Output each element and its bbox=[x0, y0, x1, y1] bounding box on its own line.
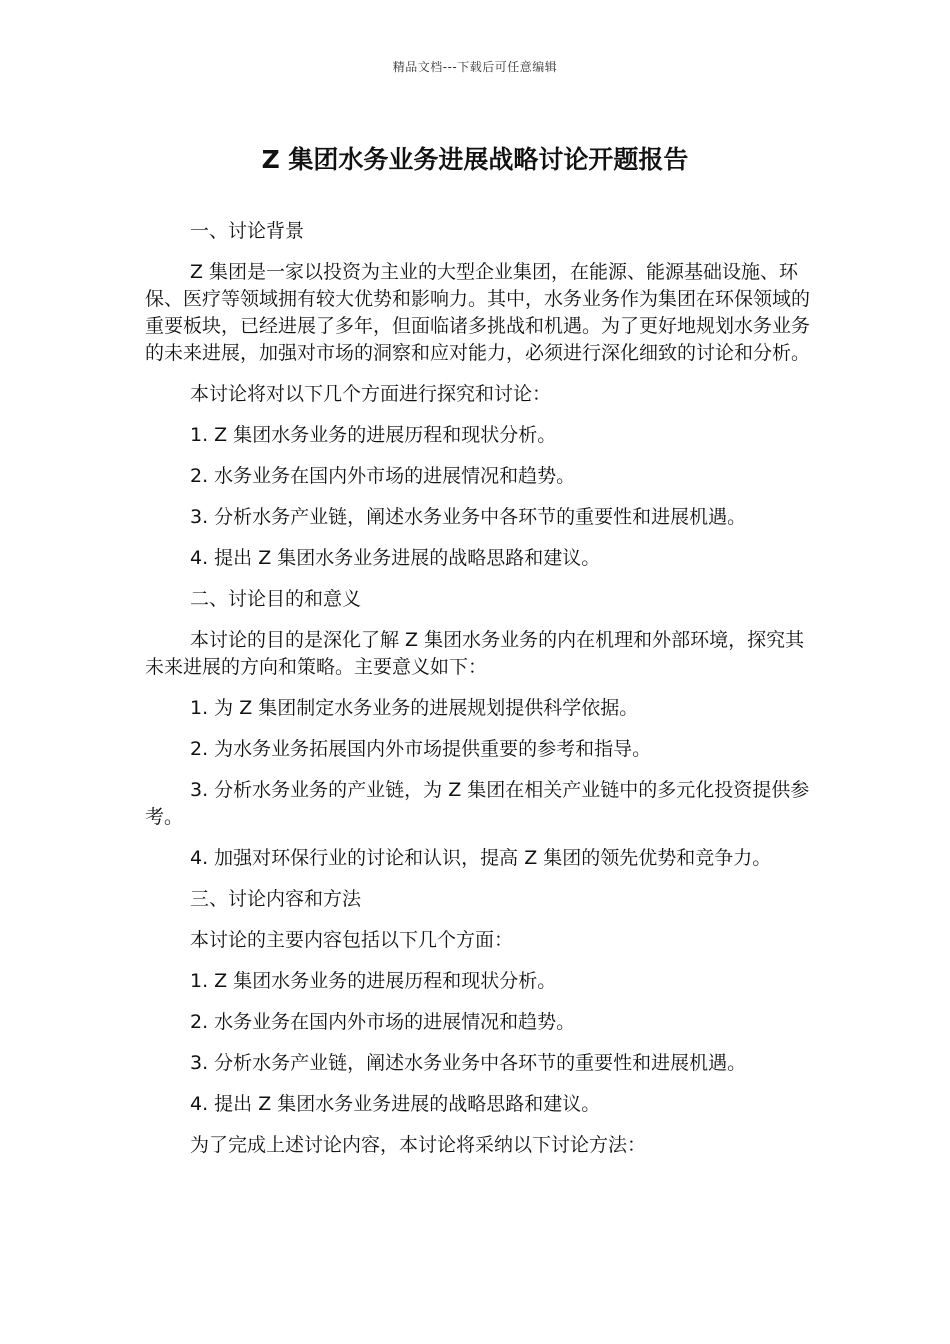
list-item: 2. 水务业务在国内外市场的进展情况和趋势。 bbox=[190, 1011, 576, 1033]
list-item: 1. 为 Z 集团制定水务业务的进展规划提供科学依据。 bbox=[190, 697, 639, 719]
list-item: 1. Z 集团水务业务的进展历程和现状分析。 bbox=[190, 970, 557, 992]
list-item: 3. 分析水务产业链，阐述水务业务中各环节的重要性和进展机遇。 bbox=[190, 1052, 747, 1074]
document-body bbox=[145, 218, 815, 1173]
section-heading-content-methods: 三、讨论内容和方法 bbox=[190, 888, 362, 910]
paragraph-intro: 本讨论将对以下几个方面进行探究和讨论： bbox=[190, 383, 552, 405]
paragraph-background: Z 集团是一家以投资为主业的大型企业集团，在能源、能源基础设施、环保、医疗等领域拥有较大优势和影响力。其中，水务业务作为集团在环保领域的重要板块，已经进展了多年，但面临诸多挑战和机遇。为了更好地规划水务业务的未来进展，加强对市场的洞察和应对能力，必须进行深化细致的讨论和分析。 bbox=[145, 261, 811, 364]
paragraph-content-intro: 本讨论的主要内容包括以下几个方面： bbox=[190, 929, 514, 951]
list-item: 4. 提出 Z 集团水务业务进展的战略思路和建议。 bbox=[190, 547, 601, 569]
list-item: 2. 为水务业务拓展国内外市场提供重要的参考和指导。 bbox=[190, 738, 652, 760]
paragraph-methods-intro: 为了完成上述讨论内容，本讨论将采纳以下讨论方法： bbox=[190, 1134, 647, 1156]
list-item: 4. 提出 Z 集团水务业务进展的战略思路和建议。 bbox=[190, 1093, 601, 1115]
paragraph-purpose: 本讨论的目的是深化了解 Z 集团水务业务的内在机理和外部环境，探究其未来进展的方向和策略。主要意义如下： bbox=[145, 629, 805, 678]
header-note: 精品文档---下载后可任意编辑 bbox=[392, 60, 558, 74]
section-heading-purpose: 二、讨论目的和意义 bbox=[190, 588, 362, 610]
list-item: 2. 水务业务在国内外市场的进展情况和趋势。 bbox=[190, 465, 576, 487]
list-item: 1. Z 集团水务业务的进展历程和现状分析。 bbox=[190, 424, 557, 446]
list-item: 4. 加强对环保行业的讨论和认识，提高 Z 集团的领先优势和竞争力。 bbox=[190, 847, 772, 869]
list-item: 3. 分析水务产业链，阐述水务业务中各环节的重要性和进展机遇。 bbox=[190, 506, 747, 528]
section-heading-background: 一、讨论背景 bbox=[190, 220, 305, 242]
list-item: 3. 分析水务业务的产业链，为 Z 集团在相关产业链中的多元化投资提供参考。 bbox=[145, 779, 810, 828]
document-title: Z 集团水务业务进展战略讨论开题报告 bbox=[261, 145, 689, 174]
